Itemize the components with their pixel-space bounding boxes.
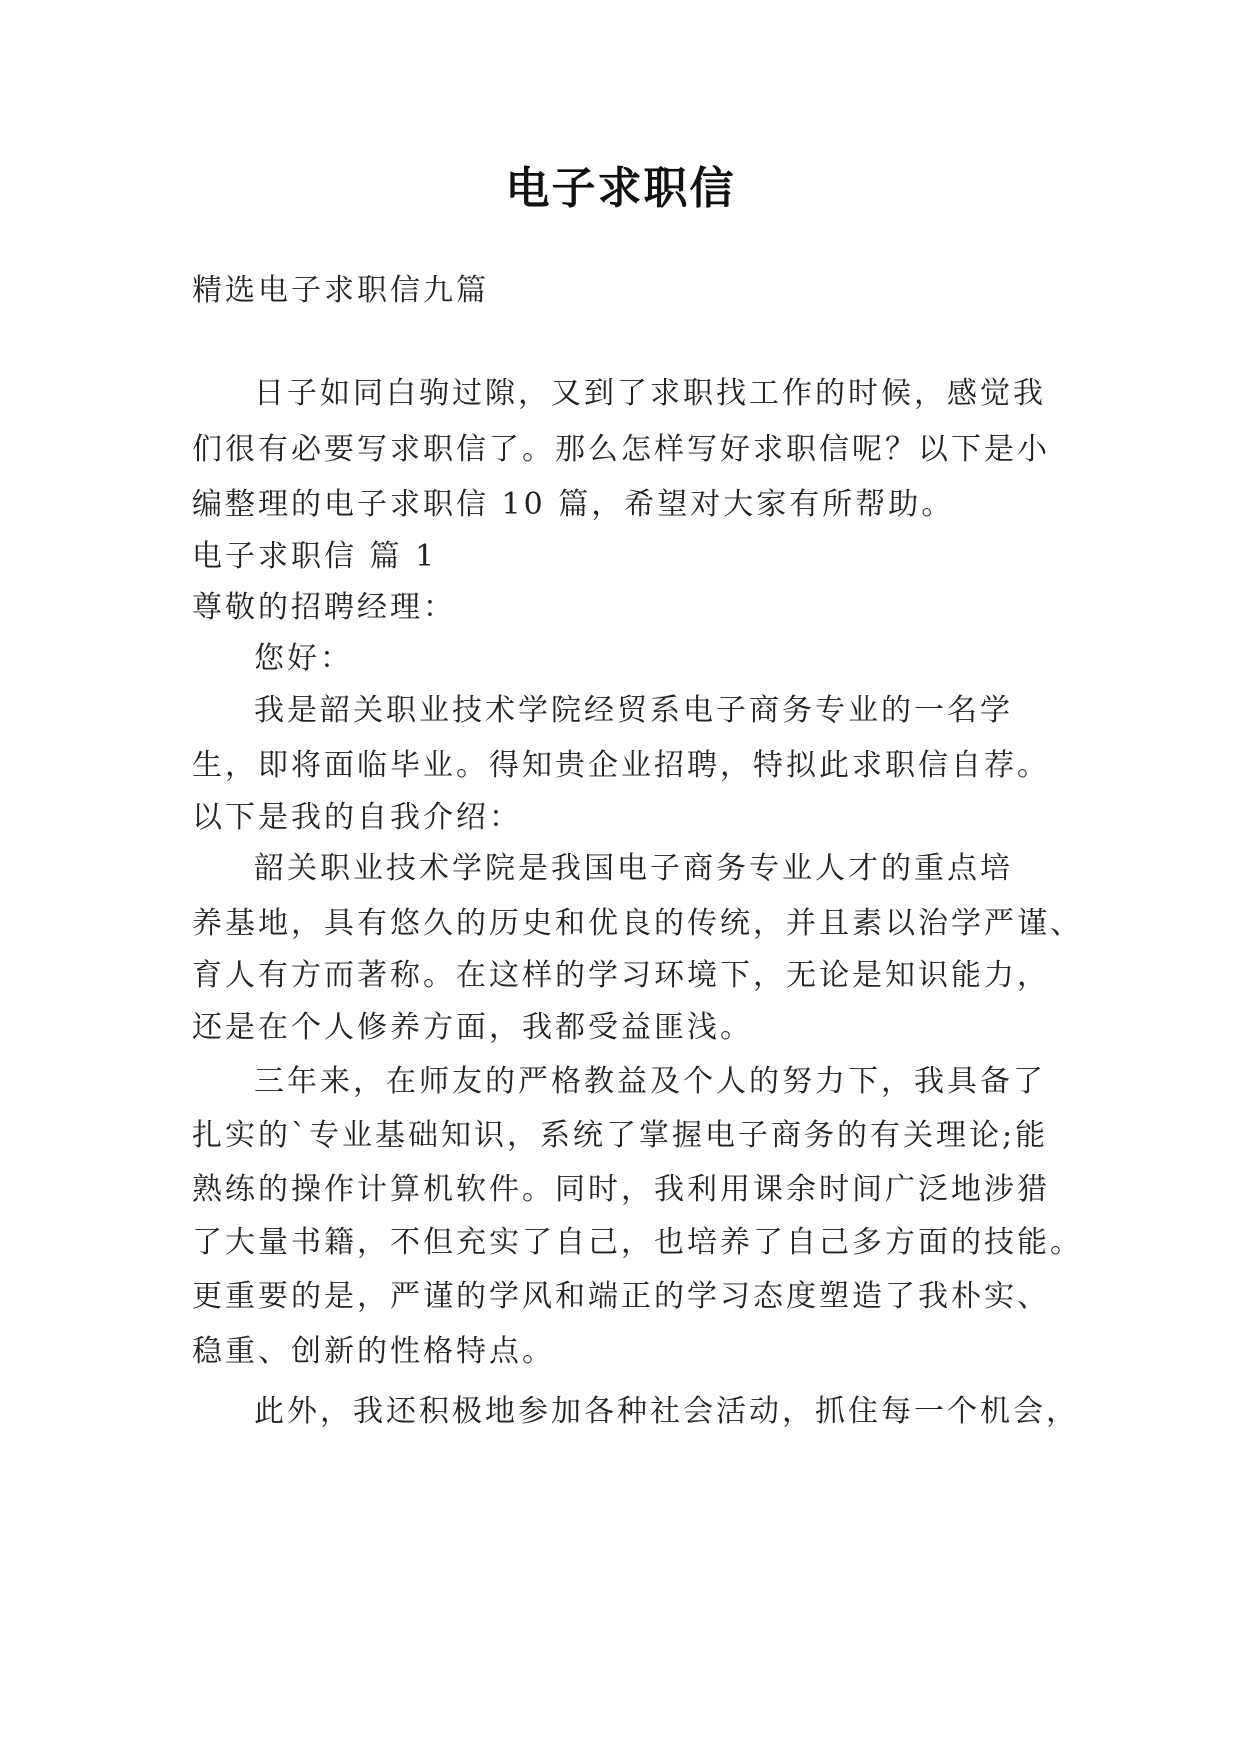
paragraph-line: 育人有方而著称。在这样的学习环境下，无论是知识能力， — [192, 958, 1050, 993]
paragraph-line: 稳重、创新的性格特点。 — [192, 1334, 555, 1369]
paragraph-line: 扎实的`专业基础知识，系统了掌握电子商务的有关理论;能 — [192, 1118, 1049, 1153]
section-heading: 电子求职信 篇 1 — [192, 539, 438, 574]
paragraph-line: 生，即将面临毕业。得知贵企业招聘，特拟此求职信自荐。 — [192, 748, 1050, 783]
paragraph-line: 编整理的电子求职信 10 篇，希望对大家有所帮助。 — [192, 487, 955, 522]
paragraph-line: 此外，我还积极地参加各种社会活动，抓住每一个机会， — [254, 1394, 1079, 1429]
salutation: 尊敬的招聘经理： — [192, 590, 456, 625]
paragraph-line: 三年来，在师友的严格教益及个人的努力下，我具备了 — [254, 1064, 1046, 1099]
document-title: 电子求职信 — [505, 163, 736, 214]
paragraph-line: 了大量书籍，不但充实了自己，也培养了自己多方面的技能。 — [192, 1225, 1083, 1260]
paragraph-line: 熟练的操作计算机软件。同时，我利用课余时间广泛地涉猎 — [192, 1172, 1050, 1207]
greeting: 您好： — [254, 641, 353, 676]
paragraph-line: 们很有必要写求职信了。那么怎样写好求职信呢？以下是小 — [192, 432, 1050, 467]
paragraph-line: 以下是我的自我介绍： — [192, 800, 522, 835]
paragraph-line: 日子如同白驹过隙，又到了求职找工作的时候，感觉我 — [254, 376, 1046, 411]
paragraph-line: 更重要的是，严谨的学风和端正的学习态度塑造了我朴实、 — [192, 1279, 1050, 1314]
paragraph-line: 韶关职业技术学院是我国电子商务专业人才的重点培 — [254, 851, 1013, 886]
subtitle: 精选电子求职信九篇 — [192, 273, 489, 308]
paragraph-line: 我是韶关职业技术学院经贸系电子商务专业的一名学 — [254, 693, 1013, 728]
paragraph-line: 养基地，具有悠久的历史和优良的传统，并且素以治学严谨、 — [192, 906, 1083, 941]
paragraph-line: 还是在个人修养方面，我都受益匪浅。 — [192, 1010, 753, 1045]
